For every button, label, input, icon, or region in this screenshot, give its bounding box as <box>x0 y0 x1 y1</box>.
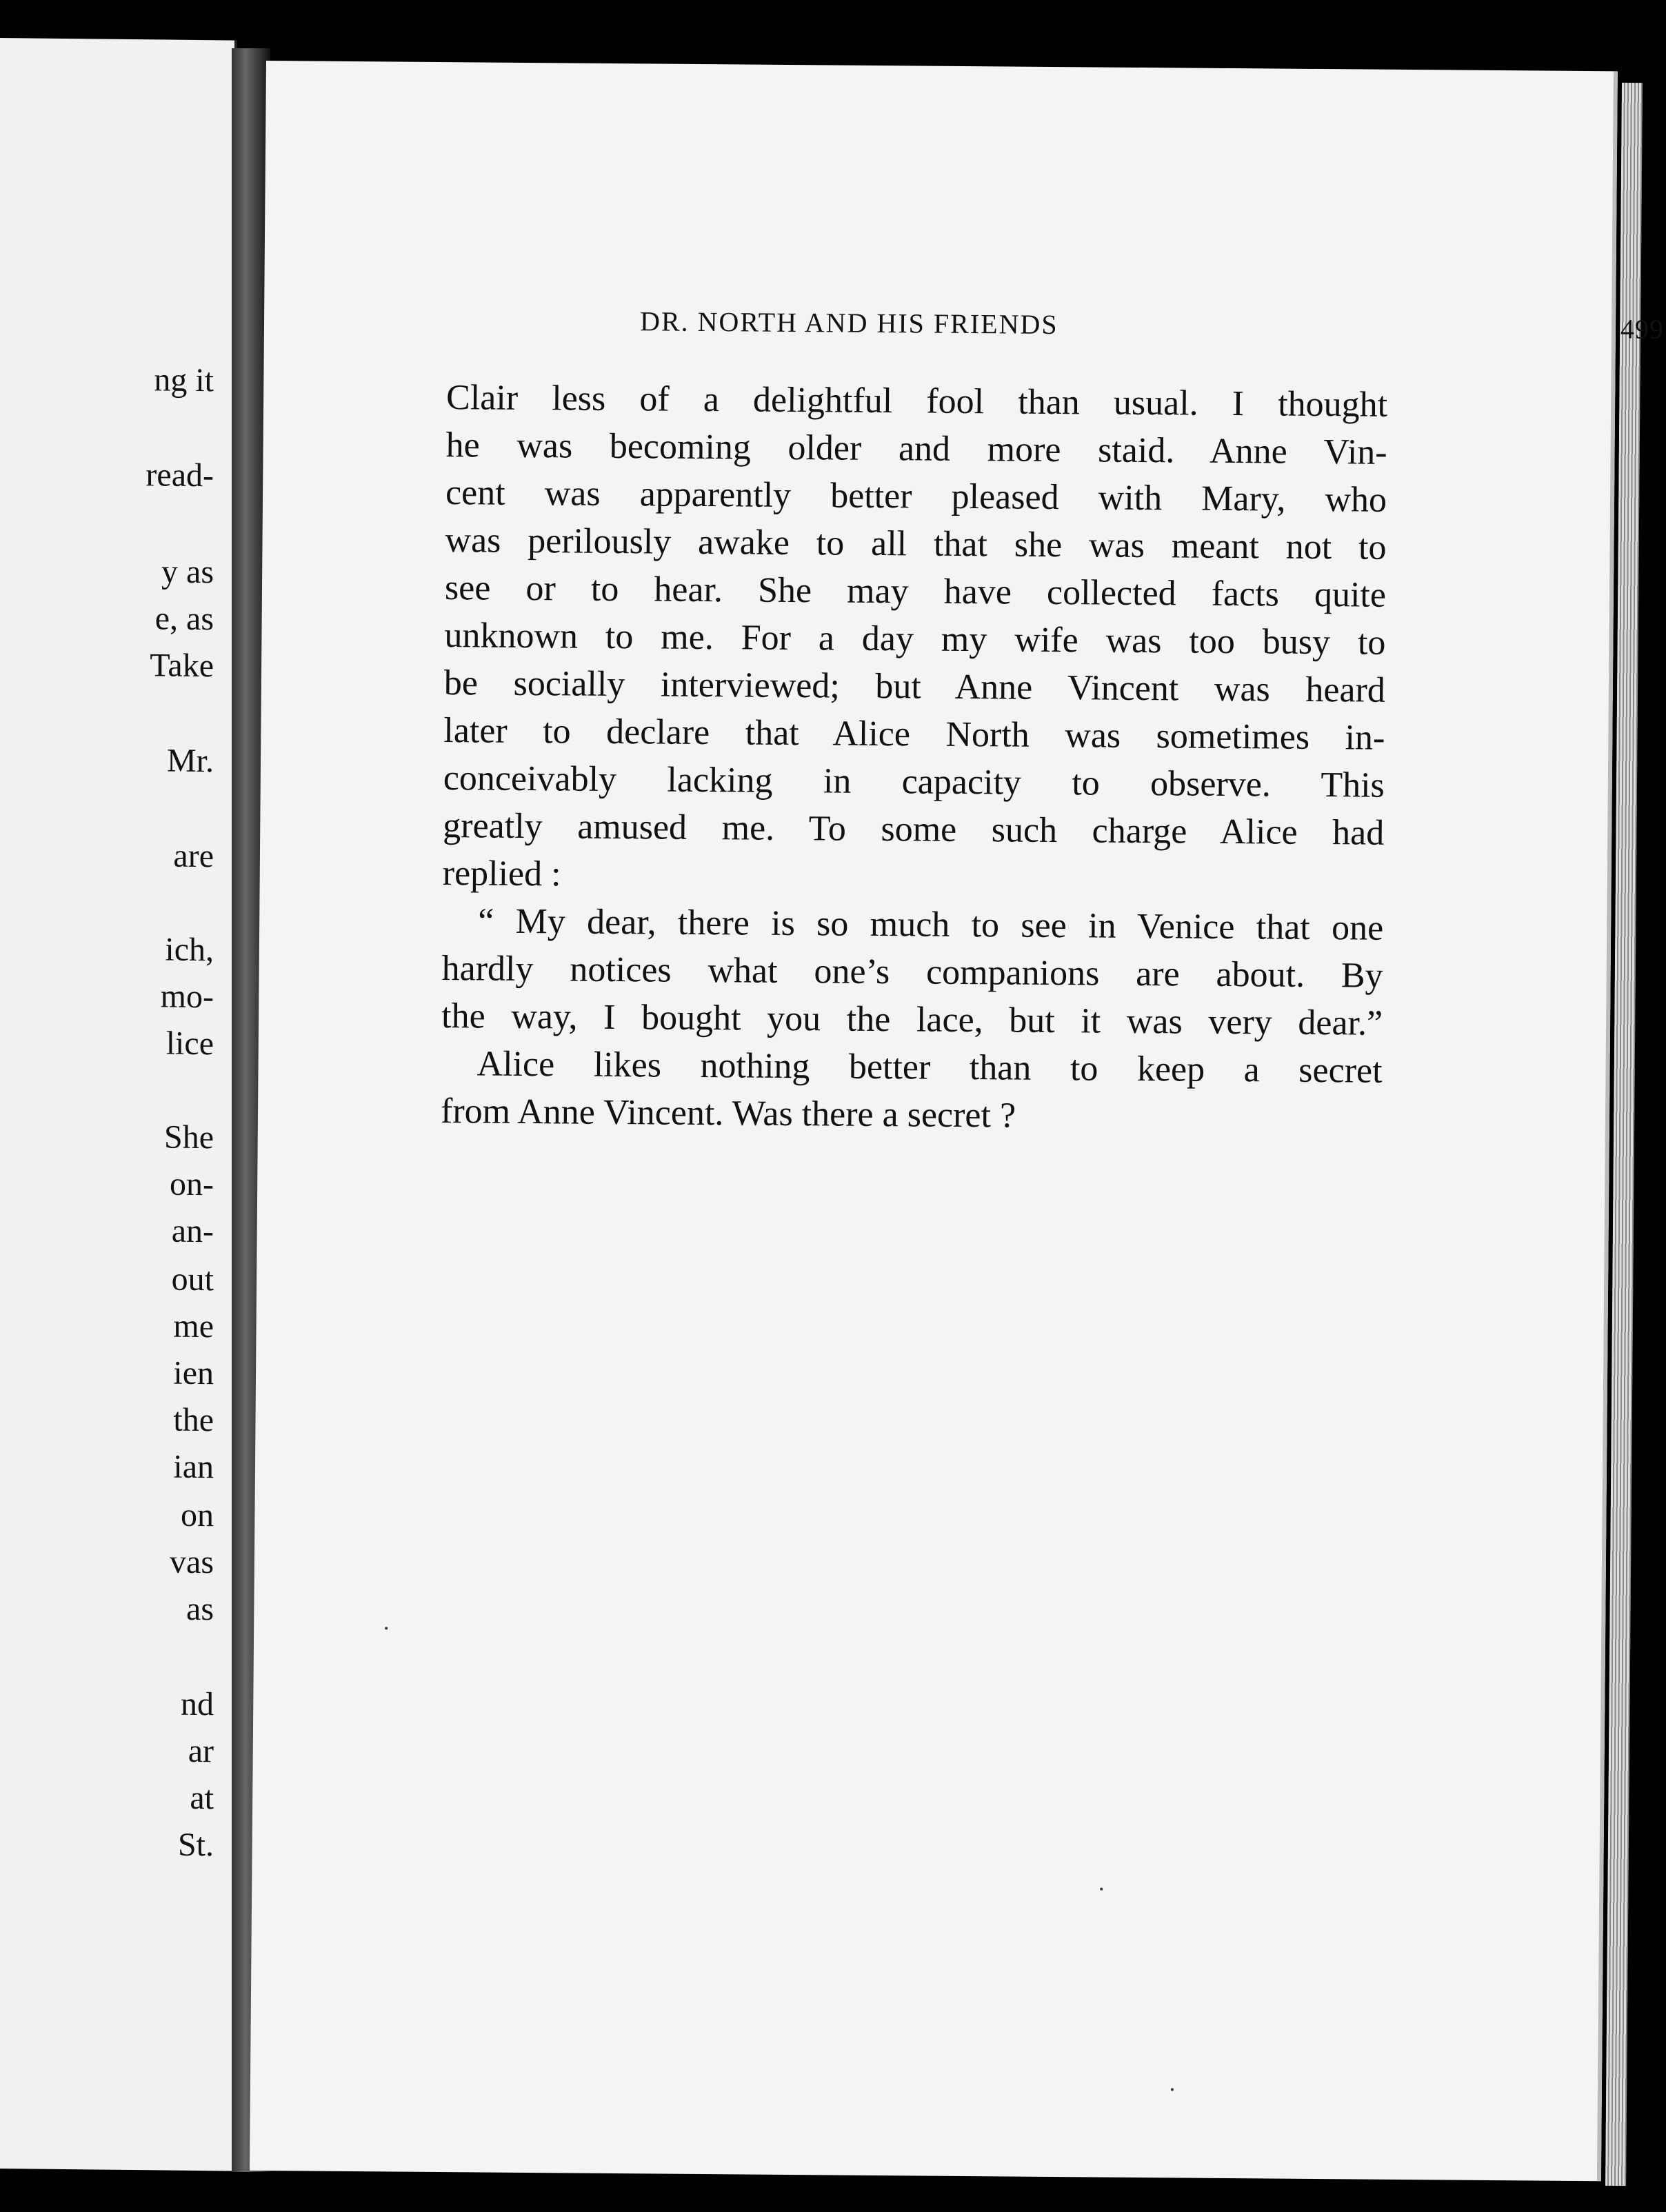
left-page-fragment: Mr. <box>166 742 214 780</box>
text-line: was perilously awake to all that she was meant not to <box>445 521 1387 567</box>
left-page-fragment: nd <box>181 1685 214 1723</box>
left-page-fragment: as <box>186 1590 214 1628</box>
left-page-fragment: Take <box>150 647 214 685</box>
left-page-fragment: on- <box>170 1165 214 1203</box>
left-page-fragment: at <box>190 1779 214 1817</box>
text-line: conceivably lacking in capacity to observe. This <box>443 758 1385 805</box>
left-page-fragment: an- <box>171 1212 214 1250</box>
paper-speck <box>1100 1888 1103 1891</box>
left-page-fragment: She <box>164 1118 214 1156</box>
left-page-fragment: y as <box>161 553 214 591</box>
text-line: unknown to me. For a day my wife was too busy to <box>444 616 1386 663</box>
left-page-fragment: ien <box>173 1354 214 1392</box>
text-line: Alice likes nothing better than to keep a secret <box>476 1044 1383 1091</box>
left-page-fragment: me <box>173 1307 214 1345</box>
text-line: the way, I bought you the lace, but it was very dear.” <box>441 996 1383 1043</box>
text-line: Clair less of a delightful fool than usual. I thought <box>445 378 1388 425</box>
text-line: cent was apparently better pleased with Mary, who <box>445 473 1387 520</box>
text-line: see or to hear. She may have collected facts quite <box>444 568 1387 615</box>
left-page-fragment: St. <box>177 1826 214 1864</box>
right-page <box>250 61 1665 2181</box>
left-page-fragment: vas <box>170 1543 214 1581</box>
page-header <box>639 305 1665 345</box>
left-page-fragment: out <box>171 1260 214 1298</box>
left-page-fragment: mo- <box>160 978 214 1016</box>
left-page-fragment: e, as <box>154 600 214 638</box>
left-page-fragment: read- <box>145 456 214 494</box>
text-line: hardly notices what one’s companions are about. By <box>441 949 1383 996</box>
text-line: replied : <box>442 854 561 894</box>
paper-speck <box>1171 2088 1174 2091</box>
left-page-fragment: lice <box>165 1025 214 1063</box>
left-page-fragment: are <box>173 837 214 875</box>
text-line: greatly amused me. To some such charge Alice had <box>443 806 1385 853</box>
left-page-fragment: ar <box>188 1732 214 1770</box>
text-line: be socially interviewed; but Anne Vincent was heard <box>443 663 1386 710</box>
paper-speck <box>385 1627 388 1629</box>
left-page-fragment: the <box>173 1401 214 1439</box>
text-line: from Anne Vincent. Was there a secret ? <box>440 1092 1016 1136</box>
text-line: later to declare that Alice North was sometimes in- <box>443 711 1385 758</box>
text-line: “ My dear, there is so much to see in Venice that one <box>477 901 1384 948</box>
left-page-fragment: on <box>181 1496 214 1534</box>
left-facing-page <box>0 38 237 2171</box>
page-number: 499 <box>1620 313 1665 345</box>
running-head: DR. NORTH AND HIS FRIENDS <box>639 305 1058 341</box>
text-line: he was becoming older and more staid. Anne Vin- <box>445 425 1387 472</box>
left-page-fragment: ian <box>173 1448 214 1486</box>
left-page-fragment: ng it <box>154 361 214 399</box>
left-page-fragment: ich, <box>165 931 214 969</box>
body-text <box>441 374 1388 1143</box>
